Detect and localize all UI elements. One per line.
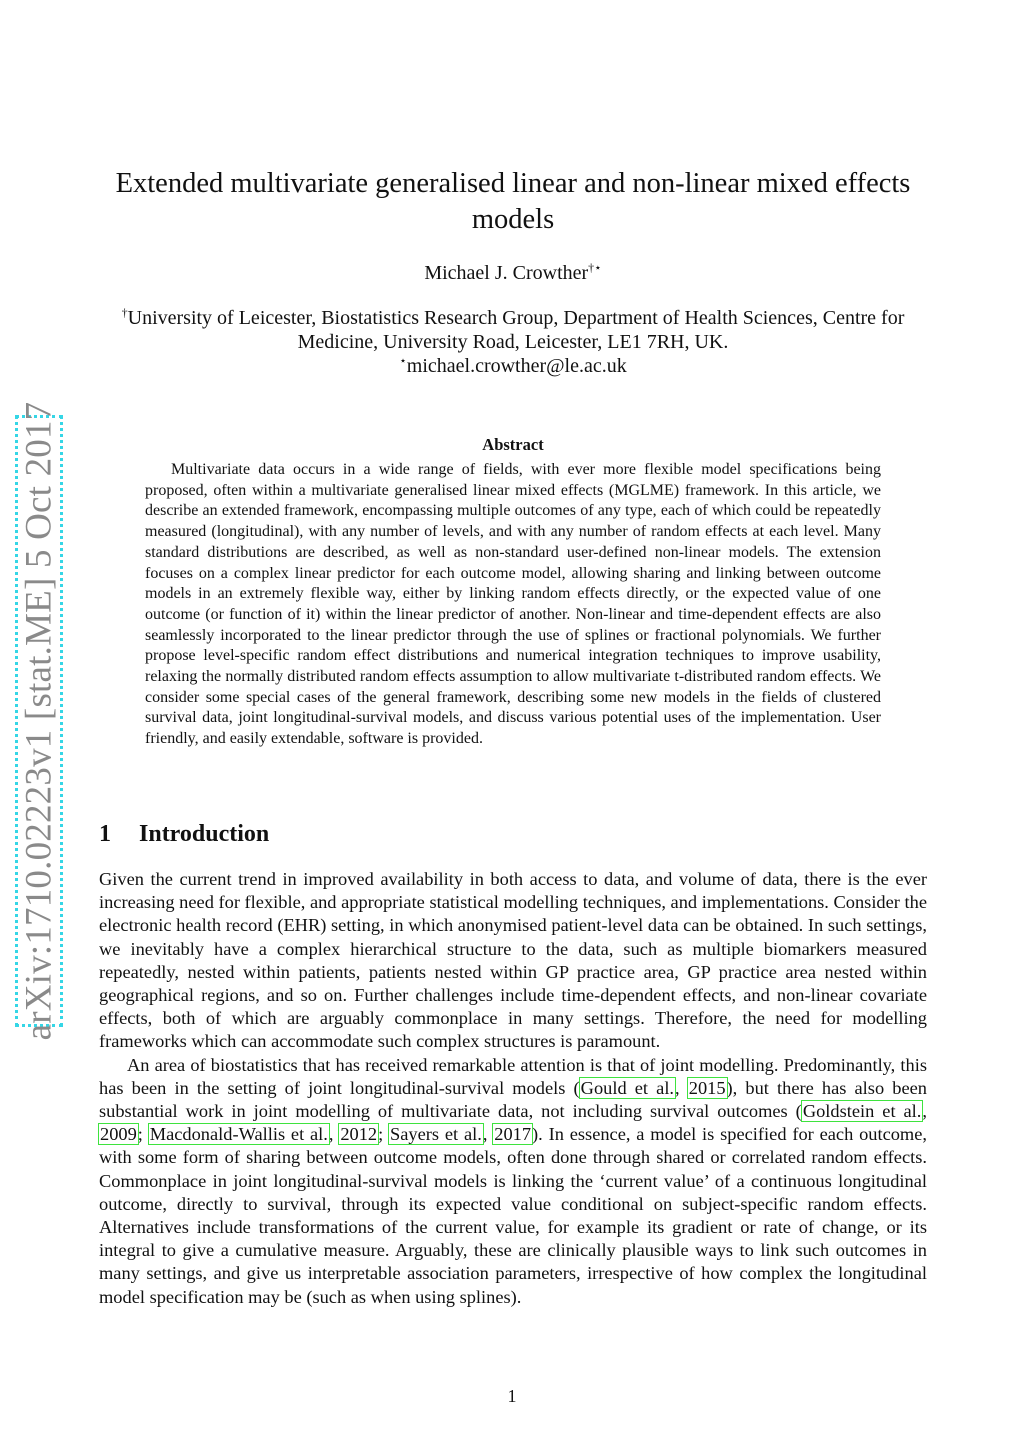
page-number: 1 <box>507 1386 517 1406</box>
author-line <box>95 262 931 285</box>
intro-p2-part-a: An area of biostatistics that has received remarkable attention is that of joint modelling. Predominantly, this has been in the setting of joint longitudinal-survival models ( <box>99 1054 927 1098</box>
intro-p2-part-c: ). In essence, a model is specified for each outcome, with some form of sharing between outcome models, often done through shared or correlated random effects. Commonplace in joint longitudinal-survival models is linking the ‘current value’ of a continuous longitudinal outcome, directly to survival, through its expected value conditional on subject-specific random effects. Alternatives include transformations of the current value, for example its gradient or rate of change, or its integral to give a cumulative measure. Arguably, these are clinically plausible ways to link such outcomes in many settings, and give us interpretable association parameters, irrespective of how complex the longitudinal model specification may be (such as when using splines). <box>99 1124 928 1307</box>
intro-paragraph-2: An area of biostatistics that has received remarkable attention is that of joint modelling. Predominantly, this has been in the setting of joint longitudinal-survival models (Gould et al., 2015), but there has also been substantial work in joint modelling of multivariate data, not including survival outcomes (Goldstein et al., 2009; Macdonald-Wallis et al., 2012; Sayers et al., 2017). In essence, a model is specified for each outcome, with some form of sharing between outcome models, often done through shared or correlated random effects. Commonplace in joint longitudinal-survival models is linking the ‘current value’ of a continuous longitudinal outcome, directly to survival, through its expected value conditional on subject-specific random effects. Alternatives include transformations of the current value, for example its gradient or rate of change, or its integral to give a cumulative measure. Arguably, these are clinically plausible ways to link such outcomes in many settings, and give us interpretable association parameters, irrespective of how complex the longitudinal model specification may be (such as when using splines). <box>99 1054 928 1307</box>
citation-link[interactable]: Macdonald-Wallis et al. <box>149 1124 328 1145</box>
citation-year-link[interactable]: 2017 <box>494 1124 532 1145</box>
abstract-heading: Abstract <box>482 435 544 454</box>
arxiv-identifier[interactable]: arXiv:1710.02223v1 [stat.ME] 5 Oct 2017 <box>18 401 60 1041</box>
citation-link[interactable]: Goldstein et al. <box>802 1101 922 1122</box>
citation-year-link[interactable]: 2012 <box>340 1124 378 1145</box>
intro-p2-part-b: ), but there has also been substantial work in joint modelling of multivariate data, not including survival outcomes ( <box>99 1077 927 1122</box>
arxiv-stamp[interactable] <box>15 401 63 1041</box>
author-marks: †⋆ <box>588 260 602 275</box>
paper-title: Extended multivariate generalised linear and non-linear mixed effects models <box>115 168 911 235</box>
author-name: Michael J. Crowther <box>424 262 589 284</box>
section-heading <box>99 821 269 848</box>
citation-year-link[interactable]: 2015 <box>688 1077 726 1098</box>
affiliation-mark: † <box>121 305 128 320</box>
affiliation-block <box>95 306 931 378</box>
introduction-body <box>99 868 927 1309</box>
intro-paragraph-1: Given the current trend in improved availability in both access to data, and volume of data, there is the ever increasing need for flexible, and appropriate statistical modelling techniques, and implementations. Consider the electronic health record (EHR) setting, in which anonymised patient-level data can be obtained. In such settings, we inevitably have a complex hierarchical structure to the data, such as multiple biomarkers measured repeatedly, nested within patients, patients nested within GP practice area, GP practice area nested within geographical regions, and so on. Further challenges include time-dependent effects, and non-linear covariate effects, both of which are arguably commonplace in many settings. Therefore, the need for modelling frameworks which can accommodate such complex structures is paramount. <box>99 869 927 1052</box>
affiliation <box>95 306 931 354</box>
email-line <box>95 354 931 378</box>
citation-link[interactable]: Gould et al. <box>580 1077 675 1098</box>
abstract-text: Multivariate data occurs in a wide range of fields, with ever more flexible model specifications being proposed, often within a multivariate generalised linear mixed effects (MGLME) framework. In this article, we describe an extended framework, encompassing multiple outcomes of any type, each of which could be repeatedly measured (longitudinal), with any number of levels, and with any number of random effects at each level. Many standard distributions are described, as well as non-standard user-defined non-linear models. The extension focuses on a complex linear predictor for each outcome model, allowing sharing and linking between outcome models in an extremely flexible way, either by linking random effects directly, or the expected value of one outcome (or function of it) within the linear predictor of another. Non-linear and time-dependent effects are also seamlessly incorporated to the linear predictor through the use of splines or fractional polynomials. We further propose level-specific random effect distributions and numerical integration techniques to improve usability, relaxing the normally distributed random effects assumption to allow multivariate t-distributed random effects. We consider some special cases of the general framework, describing some new models in the fields of clustered survival data, joint longitudinal-survival models, and discuss various potential uses of the implementation. User friendly, and easily extendable, software is provided. <box>145 461 881 748</box>
email-mark: ⋆ <box>399 353 407 368</box>
author-email[interactable]: michael.crowther@le.ac.uk <box>406 355 627 377</box>
section-number: 1 <box>99 821 111 847</box>
citation-link[interactable]: Sayers et al. <box>390 1124 482 1145</box>
affiliation-text: University of Leicester, Biostatistics Research Group, Department of Health Sciences, Centre for Medicine, University Road, Leicester, LE1 7RH, UK. <box>127 307 905 353</box>
section-title: Introduction <box>139 821 270 847</box>
citation-year-link[interactable]: 2009 <box>100 1124 137 1145</box>
